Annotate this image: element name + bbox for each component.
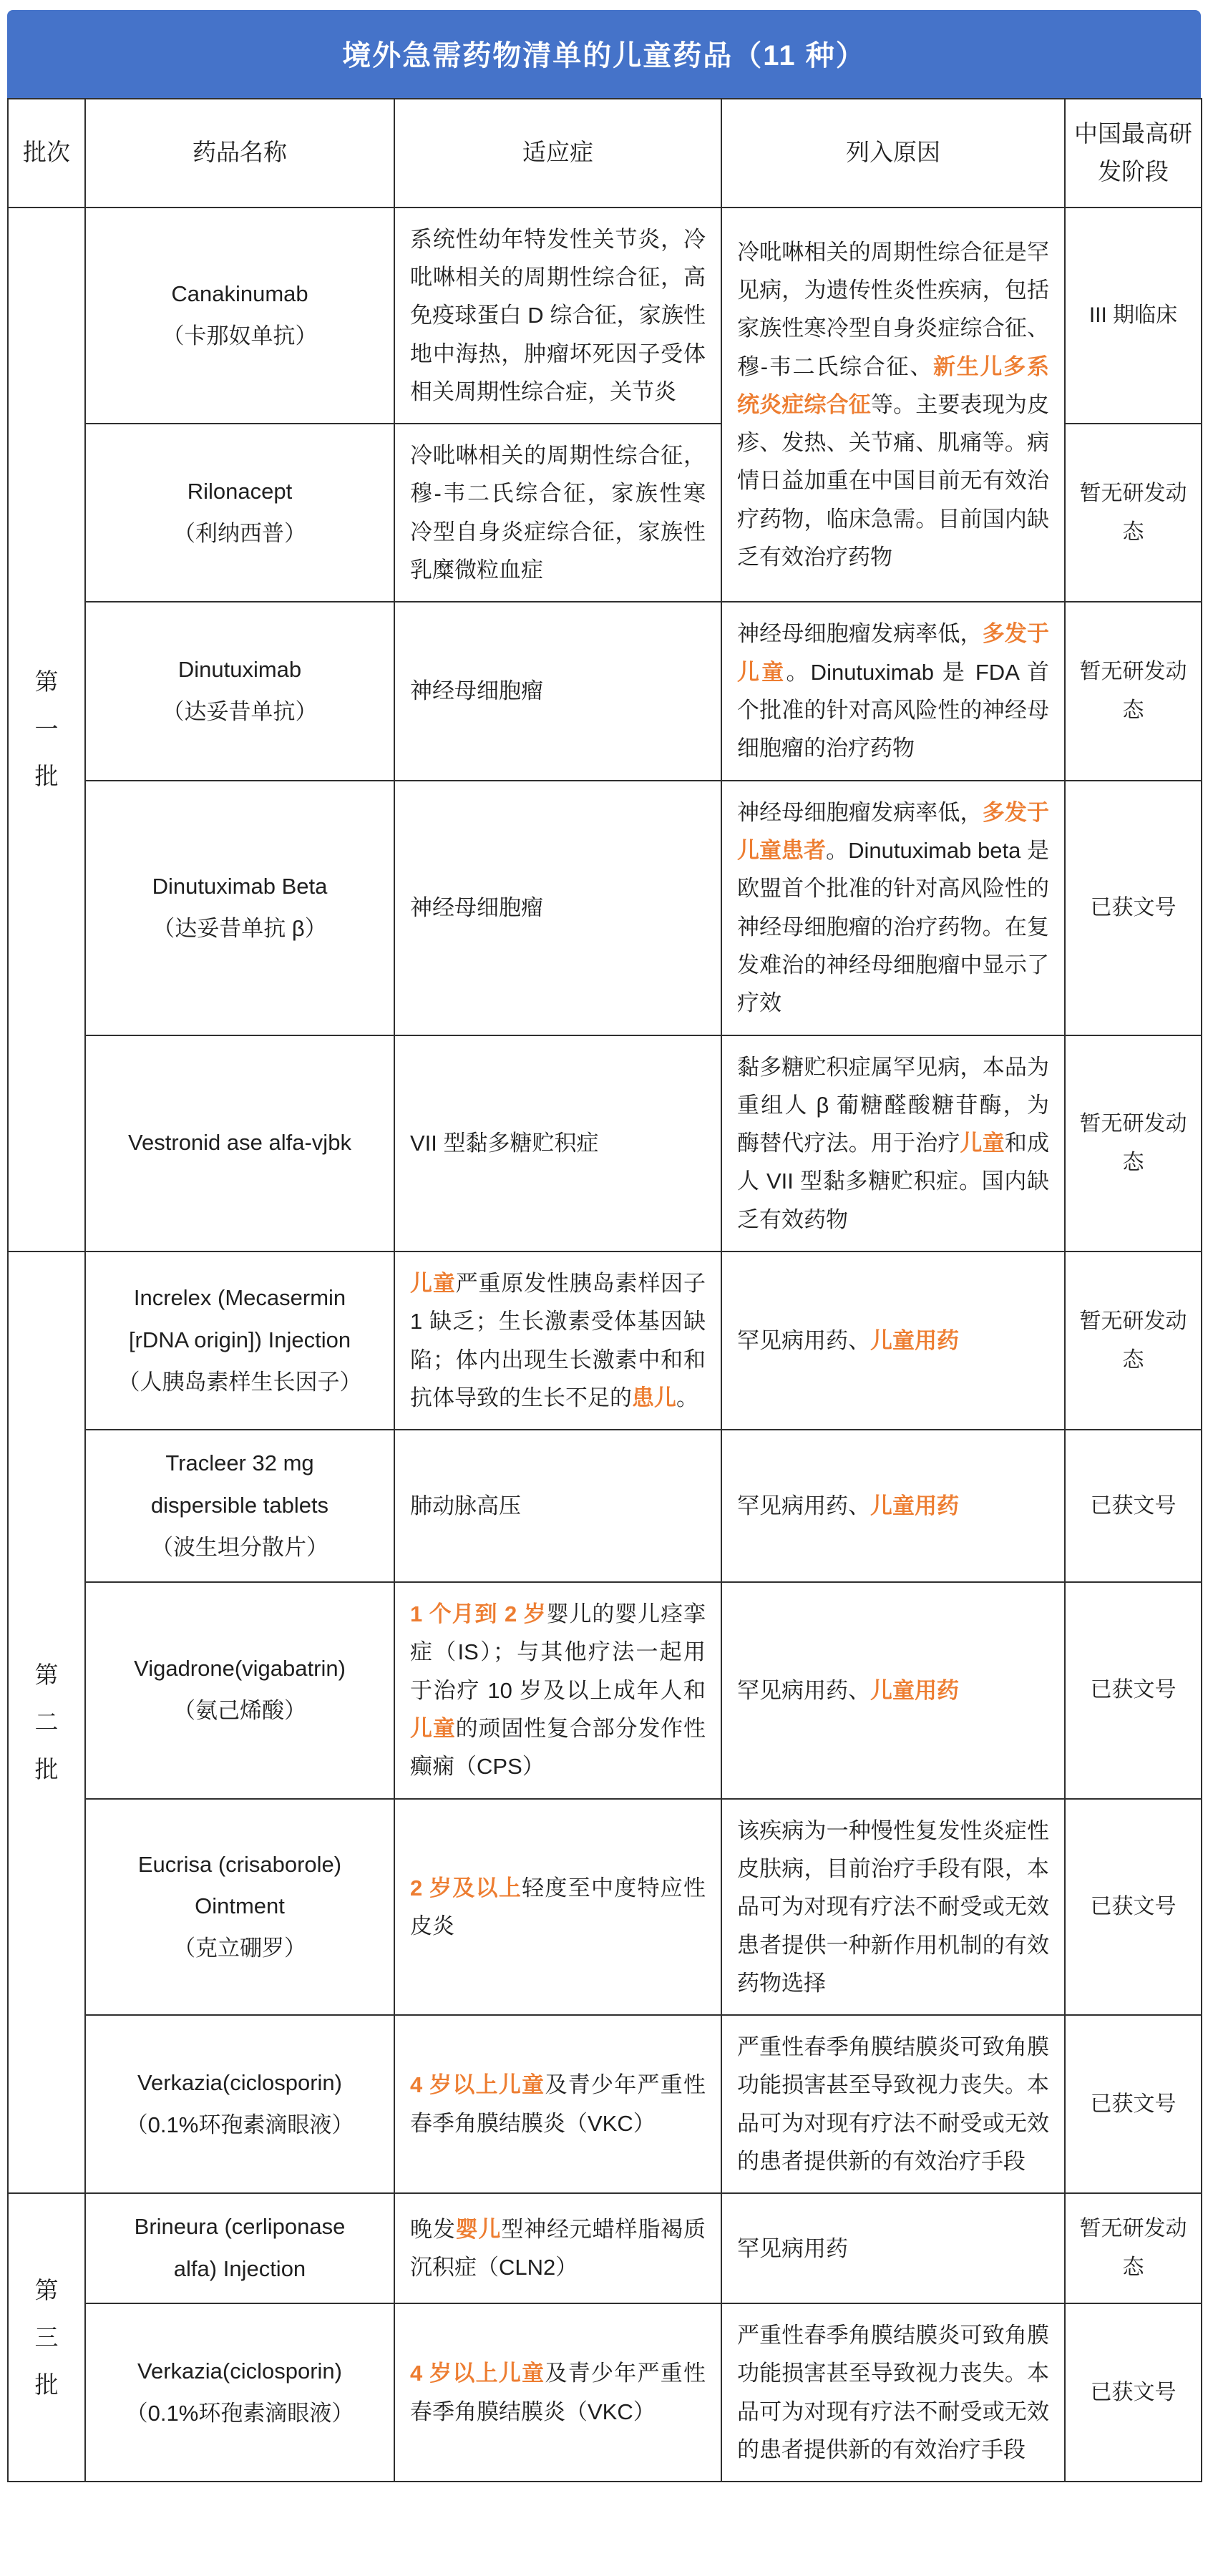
body-text: 及青少年严重性春季角膜结膜炎（VKC） (410, 2072, 706, 2136)
drug-name-line: （卡那奴单抗） (162, 323, 318, 348)
emphasis-text: 多发于儿童 (737, 621, 1050, 685)
body-text: 神经母细胞瘤发病率低， (737, 799, 983, 825)
body-text: 肺动脉高压 (410, 1493, 521, 1519)
drug-name-line: Dinutuximab Beta (152, 873, 328, 899)
drug-name-cell (85, 2303, 394, 2482)
reason-cell (721, 781, 1065, 1035)
table-title-banner (7, 10, 1201, 98)
drug-name-cell (85, 1799, 394, 2016)
batch-label-char: 批 (34, 2371, 59, 2398)
stage-cell: 暂无研发动态 (1065, 602, 1202, 780)
stage-cell: 已获文号 (1065, 2015, 1202, 2193)
drug-name-line: （人胰岛素样生长因子） (117, 1370, 362, 1395)
reason-cell (721, 1430, 1065, 1582)
batch-label-char: 第 (34, 668, 59, 696)
drug-name-line: Tracleer 32 mg (165, 1450, 314, 1476)
emphasis-text: 2 岁及以上 (410, 1875, 522, 1901)
emphasis-text: 多发于儿童患者 (737, 799, 1050, 863)
reason-cell (721, 2303, 1065, 2482)
indication-cell (394, 208, 721, 424)
emphasis-text: 4 岁以上儿童 (410, 2072, 545, 2098)
reason-cell (721, 1035, 1065, 1252)
stage-cell: 暂无研发动态 (1065, 424, 1202, 602)
body-text: 轻度至中度特应性皮炎 (410, 1875, 706, 1938)
emphasis-text: 1 个月到 2 岁 (410, 1601, 547, 1627)
stage-cell: III 期临床 (1065, 208, 1202, 424)
batch-label-char: 批 (34, 1756, 59, 1783)
indication-cell (394, 1252, 721, 1430)
column-header-indication: 适应症 (394, 99, 721, 208)
batch-label-char: 批 (34, 763, 59, 790)
indication-cell (394, 781, 721, 1035)
reason-cell (721, 1582, 1065, 1799)
indication-cell (394, 424, 721, 602)
drug-name-cell (85, 424, 394, 602)
drug-name-cell (85, 602, 394, 780)
drug-name-cell (85, 1035, 394, 1252)
body-text: 严重性春季角膜结膜炎可致角膜功能损害甚至导致视力丧失。本品可为对现有疗法不耐受或无效的患者提供新的有效治疗手段 (737, 2323, 1049, 2463)
body-text: 等。主要表现为皮疹、发热、关节痛、肌痛等。病情日益加重在中国目前无有效治疗药物，临床急需。目前国内缺乏有效治疗药物 (737, 391, 1050, 570)
body-text: 该疾病为一种慢性复发性炎症性皮肤病，目前治疗手段有限，本品可为对现有疗法不耐受或无效患者提供一种新作用机制的有效药物选择 (737, 1818, 1049, 1996)
drug-name-cell (85, 2193, 394, 2303)
reason-cell (721, 208, 1065, 602)
indication-cell (394, 602, 721, 780)
indication-cell (394, 2015, 721, 2193)
drug-name-line: Eucrisa (crisaborole) (137, 1851, 342, 1877)
table-row (8, 2015, 1202, 2193)
header-row (8, 99, 1202, 208)
table-row (8, 1035, 1202, 1252)
stage-cell: 已获文号 (1065, 781, 1202, 1035)
drug-name-line: Brineura (cerliponase (134, 2214, 346, 2240)
emphasis-text: 儿童 (960, 1131, 1005, 1156)
body-text: 及青少年严重性春季角膜结膜炎（VKC） (410, 2361, 706, 2424)
drug-name-line: （达妥昔单抗） (162, 699, 318, 725)
reason-cell (721, 2015, 1065, 2193)
drug-name-cell (85, 1252, 394, 1430)
emphasis-text: 4 岁以上儿童 (410, 2361, 545, 2386)
drug-name-line: Dinutuximab (177, 657, 302, 683)
batch-label-char: 一 (34, 716, 59, 743)
body-text: 神经母细胞瘤 (410, 894, 543, 920)
table-row (8, 602, 1202, 780)
body-text: 冷吡啉相关的周期性综合征，穆-韦二氏综合征，家族性寒冷型自身炎症综合征，家族性乳糜微粒血症 (410, 443, 706, 583)
stage-cell: 已获文号 (1065, 2303, 1202, 2482)
emphasis-text: 儿童 (410, 1271, 456, 1297)
drug-name-line: Vestronid ase alfa-vjbk (128, 1130, 351, 1156)
drug-name-cell (85, 2015, 394, 2193)
column-header-stage: 中国最高研发阶段 (1065, 99, 1202, 208)
body-text: 罕见病用药、 (737, 1677, 870, 1703)
body-text: 神经母细胞瘤发病率低， (737, 621, 983, 647)
drug-name-line: Ointment (195, 1893, 285, 1919)
body-text: 黏多糖贮积症属罕见病，本品为重组人 β 葡糖醛酸糖苷酶，为酶替代疗法。用于治疗 (737, 1054, 1049, 1156)
table-row (8, 2303, 1202, 2482)
indication-cell (394, 1430, 721, 1582)
body-text: 。Dinutuximab beta 是欧盟首个批准的针对高风险性的神经母细胞瘤的治疗药物。在复发难治的神经母细胞瘤中显示了疗效 (737, 837, 1049, 1016)
body-text: 的顽固性复合部分发作性癫痫（CPS） (410, 1715, 706, 1780)
drug-list-table (7, 98, 1202, 2482)
table-row (8, 781, 1202, 1035)
column-header-batch: 批次 (8, 99, 85, 208)
drug-name-line: （氨己烯酸） (173, 1698, 306, 1724)
table-row (8, 1252, 1202, 1430)
body-text: 罕见病用药、 (737, 1493, 870, 1519)
drug-name-line: （达妥昔单抗 β） (152, 915, 327, 941)
drug-name-line: Verkazia(ciclosporin) (137, 2069, 342, 2095)
drug-name-line: （克立硼罗） (173, 1936, 306, 1961)
drug-name-line: Rilonacept (187, 478, 293, 504)
indication-cell (394, 1035, 721, 1252)
indication-cell (394, 2303, 721, 2482)
drug-name-cell (85, 208, 394, 424)
batch-cell (8, 2193, 85, 2482)
body-text: 罕见病用药、 (737, 1328, 870, 1354)
batch-label-char: 三 (34, 2323, 59, 2351)
batch-label-char: 二 (34, 1709, 59, 1736)
drug-name-line: alfa) Injection (173, 2256, 306, 2282)
emphasis-text: 儿童用药 (870, 1328, 959, 1354)
emphasis-text: 儿童用药 (870, 1493, 959, 1519)
stage-cell: 暂无研发动态 (1065, 2193, 1202, 2303)
body-text: VII 型黏多糖贮积症 (410, 1131, 599, 1156)
emphasis-text: 儿童用药 (870, 1677, 959, 1703)
column-header-reason: 列入原因 (721, 99, 1065, 208)
drug-name-line: [rDNA origin]) Injection (128, 1327, 351, 1353)
body-text: 严重性春季角膜结膜炎可致角膜功能损害甚至导致视力丧失。本品可为对现有疗法不耐受或无效的患者提供新的有效治疗手段 (737, 2034, 1049, 2175)
stage-cell: 暂无研发动态 (1065, 1035, 1202, 1252)
drug-name-line: Increlex (Mecasermin (133, 1285, 346, 1311)
reason-cell (721, 1252, 1065, 1430)
table-body (8, 208, 1202, 2482)
column-header-drug-name: 药品名称 (85, 99, 394, 208)
batch-cell (8, 1252, 85, 2193)
drug-name-line: （0.1%环孢素滴眼液） (125, 2112, 354, 2137)
table-header (8, 99, 1202, 208)
indication-cell (394, 2193, 721, 2303)
table-row (8, 1430, 1202, 1582)
table-row (8, 1799, 1202, 2016)
drug-name-line: dispersible tablets (150, 1493, 329, 1518)
indication-cell (394, 1582, 721, 1799)
emphasis-text: 婴儿 (455, 2216, 502, 2242)
reason-cell (721, 2193, 1065, 2303)
body-text: 。Dinutuximab 是 FDA 首个批准的针对高风险性的神经母细胞瘤的治疗药物 (737, 659, 1049, 761)
body-text: 和成人 VII 型黏多糖贮积症。国内缺乏有效药物 (737, 1131, 1050, 1232)
drug-name-line: （波生坦分散片） (151, 1535, 328, 1561)
stage-cell: 已获文号 (1065, 1430, 1202, 1582)
body-text: 冷吡啉相关的周期性综合征是罕见病，为遗传性炎性疾病，包括家族性寒冷型自身炎症综合征、穆-韦二氏综合征、 (737, 239, 1049, 379)
drug-name-cell (85, 1430, 394, 1582)
emphasis-text: 患儿 (632, 1385, 676, 1411)
body-text: 神经母细胞瘤 (410, 678, 543, 704)
batch-label-char: 第 (34, 2276, 59, 2303)
reason-cell (721, 1799, 1065, 2016)
drug-name-cell (85, 781, 394, 1035)
stage-cell: 已获文号 (1065, 1799, 1202, 2016)
batch-label-char: 第 (34, 1662, 59, 1689)
table-row (8, 2193, 1202, 2303)
drug-name-line: Verkazia(ciclosporin) (137, 2358, 342, 2384)
drug-name-line: （利纳西普） (173, 520, 306, 546)
batch-cell (8, 208, 85, 1252)
drug-name-line: （0.1%环孢素滴眼液） (125, 2400, 354, 2426)
body-text: 罕见病用药 (737, 2235, 848, 2261)
stage-cell: 暂无研发动态 (1065, 1252, 1202, 1430)
reason-cell (721, 602, 1065, 780)
table-row (8, 208, 1202, 424)
stage-cell: 已获文号 (1065, 1582, 1202, 1799)
drug-name-cell (85, 1582, 394, 1799)
body-text: 系统性幼年特发性关节炎，冷吡啉相关的周期性综合征，高免疫球蛋白 D 综合征，家族性地中海热，肿瘤坏死因子受体相关周期性综合症，关节炎 (410, 226, 706, 404)
table-row (8, 1582, 1202, 1799)
emphasis-text: 儿童 (410, 1715, 456, 1741)
drug-name-line: Vigadrone(vigabatrin) (134, 1656, 346, 1682)
body-text: 严重原发性胰岛素样因子 1 缺乏；生长激素受体基因缺陷；体内出现生长激素中和和抗体导致的生长不足的 (410, 1271, 706, 1411)
body-text: 晚发 (410, 2216, 456, 2242)
indication-cell (394, 1799, 721, 2016)
drug-name-line: Canakinumab (171, 280, 308, 306)
body-text: 婴儿的婴儿痉挛症（IS）；与其他疗法一起用于治疗 10 岁及以上成年人和 (410, 1601, 706, 1703)
page-title: 境外急需药物清单的儿童药品（11 种） (342, 40, 866, 72)
emphasis-text: 新生儿多系统炎症综合征 (737, 353, 1050, 417)
body-text: 。 (676, 1385, 698, 1411)
body-text: 型神经元蜡样脂褐质沉积症（CLN2） (410, 2216, 706, 2280)
